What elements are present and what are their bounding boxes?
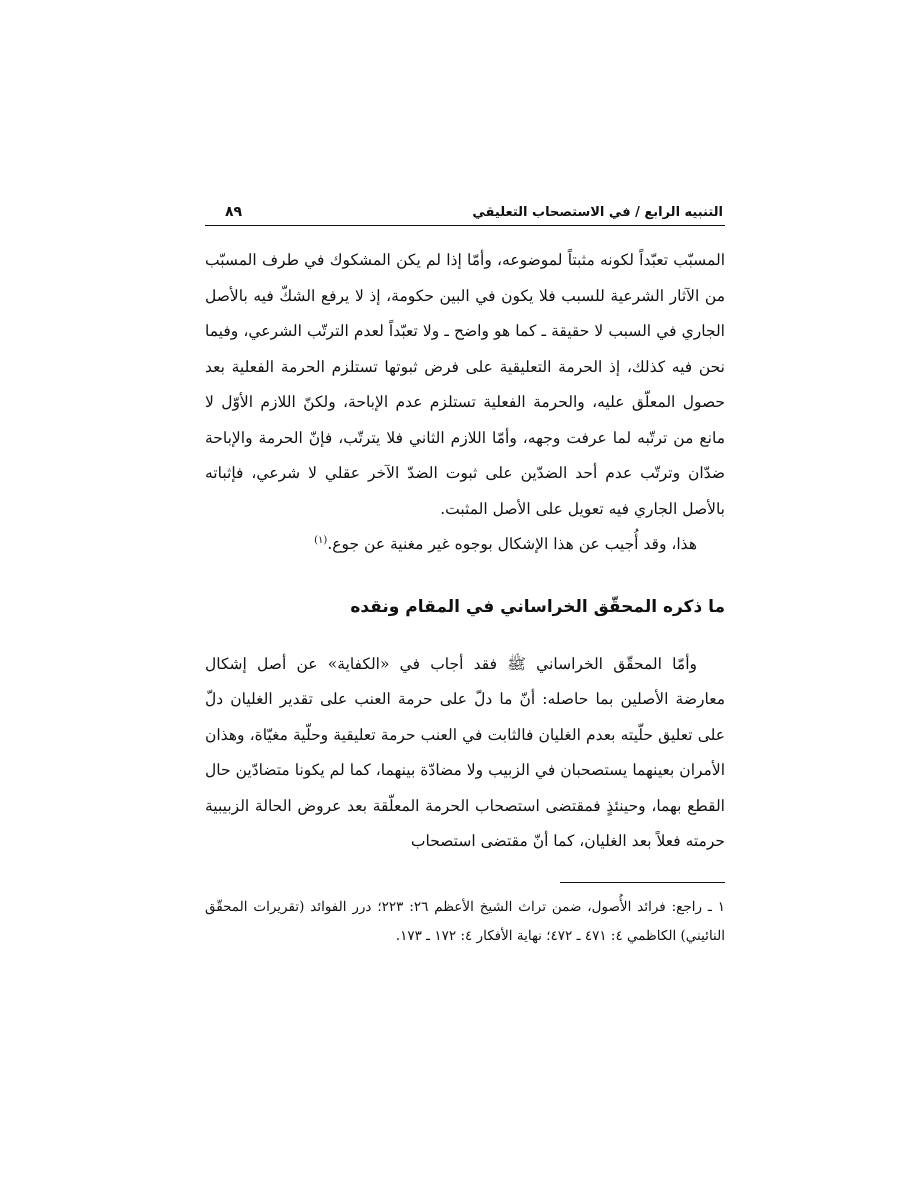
footnote-separator [560, 882, 725, 883]
footnote: ١ ـ راجع: فرائد الأُصول، ضمن تراث الشيخ الأعظم ٢٦: ٢٢٣؛ درر الفوائد (تقريرات المحقّق النائيني) الكاظمي ٤: ٤٧١ ـ ٤٧٢؛ نهاية الأفكار ٤: ١٧٢ ـ ١٧٣. [205, 898, 725, 944]
body-text [205, 243, 725, 860]
running-title: التنبيه الرابع / في الاستصحاب التعليقي [472, 205, 723, 220]
paragraph-2-text: هذا، وقد أُجيب عن هذا الإشكال بوجوه غير مغنية عن جوع. [327, 535, 697, 553]
book-page [205, 195, 725, 964]
running-header [205, 195, 725, 226]
footnote-separator-wrap [205, 860, 725, 883]
section-heading: ما ذكره المحقّق الخراساني في المقام ونقده [350, 596, 725, 617]
paragraph-1: المسبّب تعبّداً لكونه مثبتاً لموضوعه، وأمّا إذا لم يكن المشكوك في طرف المسبّب من الآثار الشرعية للسبب فلا يكون في البين حكومة، إذ لا يرفع الشكّ فيه بالأصل الجاري في السبب لا حقيقة ـ كما هو واضح ـ ولا تعبّداً لعدم الترتّب الشرعي، وفيما نحن فيه كذلك، إذ الحرمة التعليقية على فرض ثبوتها تستلزم الحرمة الفعلية بعد حصول المعلّق عليه، والحرمة الفعلية تستلزم عدم الإباحة، ولكنّ اللازم الأوّل لا مانع من ترتّبه لما عرفت وجهه، وأمّا اللازم الثاني فلا يترتّب، فإنّ الحرمة والإباحة ضدّان وترتّب عدم أحد الضدّين على ثبوت الضدّ الآخر عقلي لا شرعي، فإثباته بالأصل الجاري فيه تعويل على الأصل المثبت. [205, 251, 725, 518]
paragraph-2 [205, 527, 725, 563]
paragraph-3: وأمّا المحقّق الخراساني ﷺ فقد أجاب في «الكفاية» عن أصل إشكال معارضة الأصلين بما حاصله: أنّ ما دلّ على حرمة العنب على تقدير الغليان دلّ على تعليق حلّيته بعدم الغليان فالثابت في العنب حرمة تعليقية وحلّية مغيّاة، وهذان الأمران بعينهما يستصحبان في الزبيب ولا مضادّة بينهما، كما لم يكونا متضادّين حال القطع بهما، وحينئذٍ فمقتضى استصحاب الحرمة المعلّقة بعد عروض الحالة الزبيبية حرمته فعلاً بعد الغليان، كما أنّ مقتضى استصحاب [205, 654, 725, 850]
footnote-reference: (١) [314, 534, 328, 546]
page-number: ٨٩ [225, 204, 243, 220]
